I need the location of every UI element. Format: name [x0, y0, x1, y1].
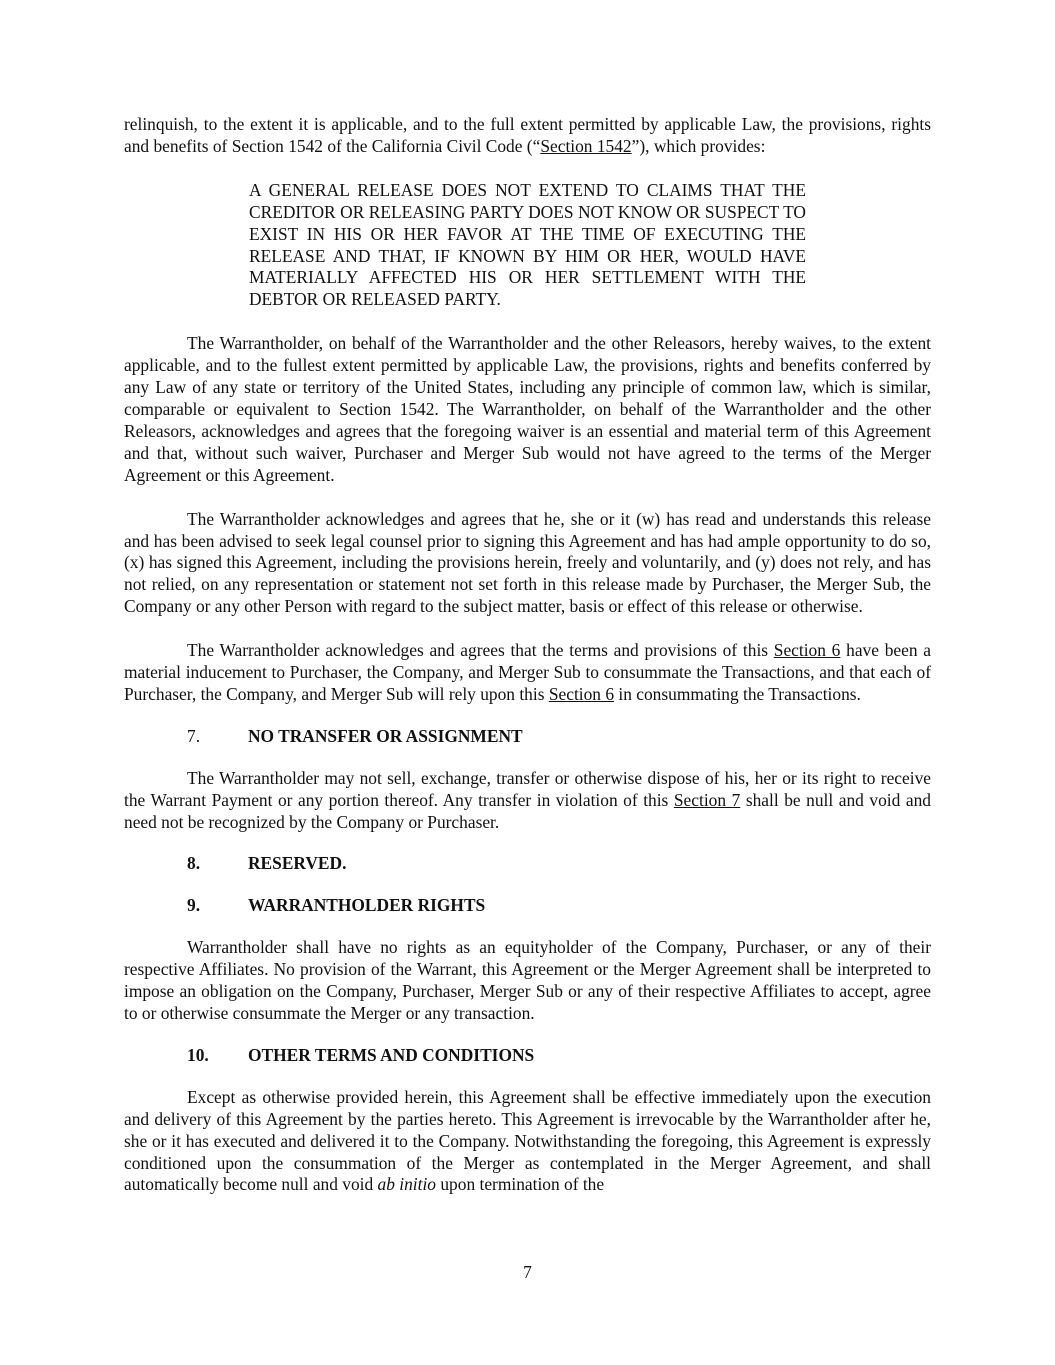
section-title: RESERVED. — [248, 853, 347, 874]
paragraph-warrantholder-rights: Warrantholder shall have no rights as an equityholder of the Company, Purchaser, or any of their respective Affiliates. No provision of the Warrant, this Agreement or the Merger Agreement shall be interpreted to impose an obligation on the Company, Purchaser, Merger Sub or any of their respective Affiliates to accept, agree to or otherwise consummate the Merger or any transaction. — [124, 937, 931, 1023]
section-number: 7. — [187, 725, 201, 746]
page-number: 7 — [523, 1262, 532, 1282]
section-title: NO TRANSFER OR ASSIGNMENT — [248, 725, 523, 746]
paragraph-other-terms: Except as otherwise provided herein, this Agreement shall be effective immediately upon the execution and delivery of this Agreement by the parties hereto. This Agreement is irrevocable by the Warrantholder after he, she or it has executed and delivered it to the Company. Notwithstanding the foregoing, this Agreement is expressly conditioned upon the consummation of the Merger as contemplated in the Merger Agreement, and shall automatically become null and void ab initio upon termination of the — [124, 1086, 931, 1195]
paragraph-release-intro: relinquish, to the extent it is applicable, and to the full extent permitted by applicable Law, the provisions, rights and benefits of Section 1542 of the California Civil Code (“Section 1542”), which provides: — [124, 114, 931, 156]
paragraph-waiver: The Warrantholder, on behalf of the Warrantholder and the other Releasors, hereby waives, to the extent applicable, and to the fullest extent permitted by applicable Law, the provisions, rights and benefits conferred by any Law of any state or territory of the United States, including any principle of common law, which is similar, comparable or equivalent to Section 1542. The Warrantholder, on behalf of the Warrantholder and the other Releasors, acknowledges and agrees that the foregoing waiver is an essential and material term of this Agreement and that, without such waiver, Purchaser and Merger Sub would not have agreed to the terms of the Merger Agreement or this Agreement. — [124, 333, 931, 485]
section-heading-9 — [124, 895, 931, 917]
section-heading-7 — [124, 726, 931, 748]
document-body — [124, 114, 931, 1196]
section-heading-10 — [124, 1045, 931, 1067]
paragraph-no-transfer: The Warrantholder may not sell, exchange, transfer or otherwise dispose of his, her or its right to receive the Warrant Payment or any portion thereof. Any transfer in violation of this Section 7 shall be null and void and need not be recognized by the Company or Purchaser. — [124, 767, 931, 832]
section-title: WARRANTHOLDER RIGHTS — [248, 895, 486, 916]
section-heading-8 — [124, 853, 931, 875]
ab-initio-text: ab initio — [377, 1174, 437, 1195]
section-number: 10. — [187, 1044, 209, 1065]
civil-code-quote: A GENERAL RELEASE DOES NOT EXTEND TO CLAIMS THAT THE CREDITOR OR RELEASING PARTY DOES NOT KNOW OR SUSPECT TO EXIST IN HIS OR HER FAVOR AT THE TIME OF EXECUTING THE RELEASE AND THAT, IF KNOWN BY HIM OR HER, WOULD HAVE MATERIALLY AFFECTED HIS OR HER SETTLEMENT WITH THE DEBTOR OR RELEASED PARTY. — [249, 179, 806, 310]
paragraph-acknowledgement: The Warrantholder acknowledges and agrees that he, she or it (w) has read and understands this release and has been advised to seek legal counsel prior to signing this Agreement and has had ample opportunity to do so, (x) has signed this Agreement, including the provisions herein, freely and voluntarily, and (y) does not rely, and has not relied, on any representation or statement not set forth in this release made by Purchaser, the Merger Sub, the Company or any other Person with regard to the subject matter, basis or effect of this release or otherwise. — [124, 508, 931, 617]
section-6-reference: Section 6 — [773, 640, 841, 661]
paragraph-inducement: The Warrantholder acknowledges and agrees that the terms and provisions of this Section 6 have been a material inducement to Purchaser, the Company, and Merger Sub to consummate the Transactions, and that each of Purchaser, the Company, and Merger Sub will rely upon this Section 6 in consummating the Transactions. — [124, 640, 931, 704]
section-7-reference: Section 7 — [673, 789, 741, 810]
section-number: 9. — [187, 895, 201, 916]
section-6-reference: Section 6 — [548, 683, 615, 704]
section-1542-reference: Section 1542 — [540, 135, 632, 156]
section-number: 8. — [187, 853, 201, 874]
section-title: OTHER TERMS AND CONDITIONS — [248, 1044, 535, 1065]
